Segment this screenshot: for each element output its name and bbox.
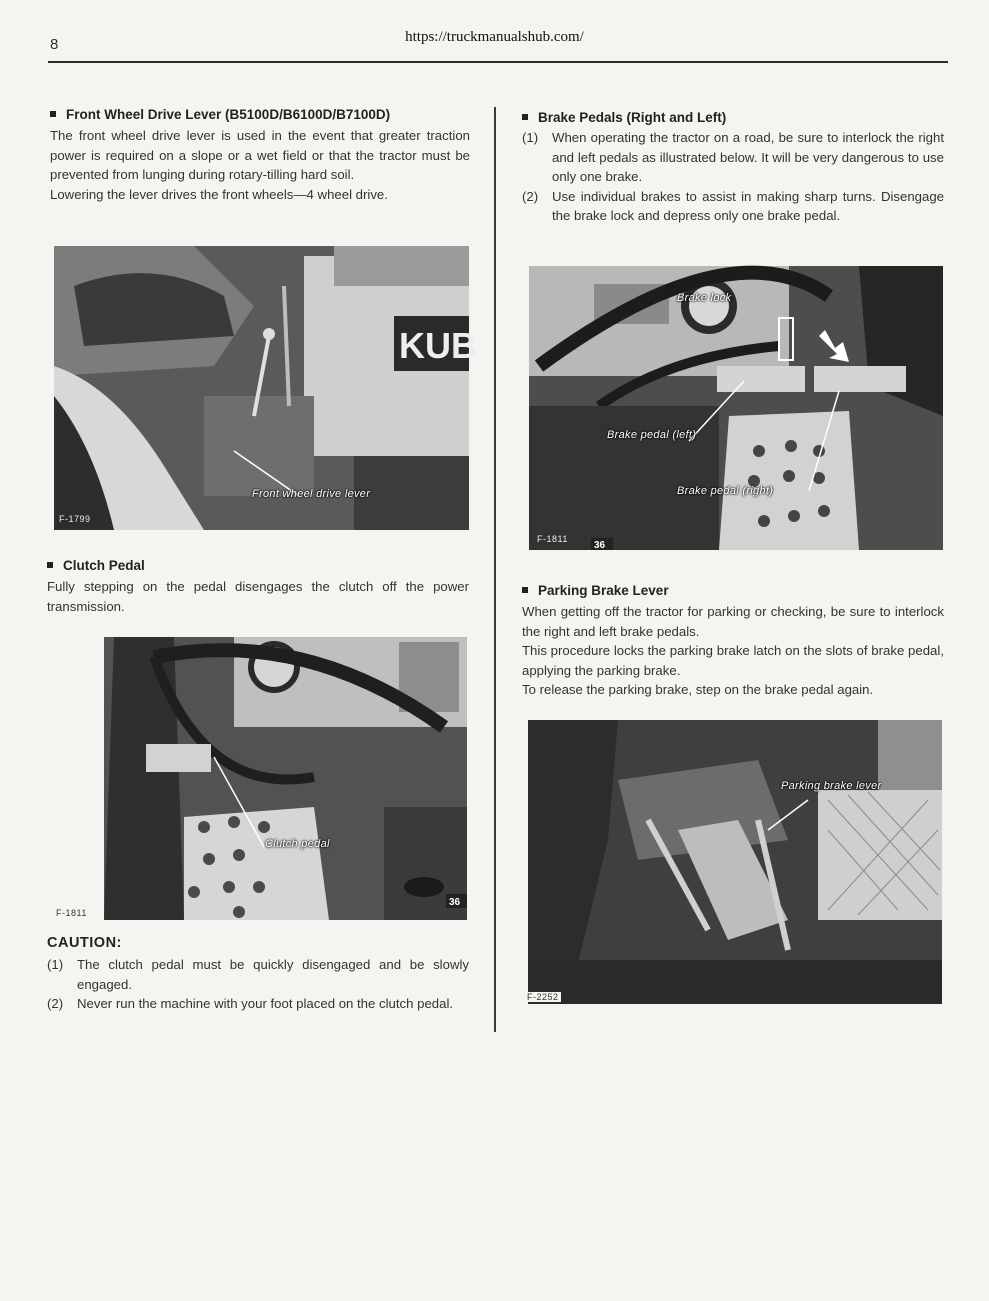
brake-item-2: (2) Use individual brakes to assist in making sharp turns. Disengage the brake lock and depress only one brake pedal.	[522, 188, 944, 224]
fwd-section	[50, 107, 470, 204]
brake-badge: 36	[594, 540, 606, 551]
brake-right-callout: Brake pedal (right)	[677, 485, 774, 497]
parking-photo-illustration	[528, 720, 942, 1004]
parking-section	[522, 583, 944, 700]
parking-lever-callout: Parking brake lever	[781, 780, 882, 792]
clutch-callout: Clutch pedal	[265, 838, 330, 850]
brake-lock-callout: Brake lock	[677, 292, 732, 304]
clutch-badge: 36	[449, 897, 461, 908]
parking-brake-photo	[528, 720, 942, 1004]
bullet-square-icon	[47, 562, 53, 568]
brake-pedals-photo	[529, 266, 943, 550]
clutch-fig-number: F-1811	[56, 908, 87, 918]
clutch-heading: Clutch Pedal	[47, 558, 469, 573]
brake-photo-illustration	[529, 266, 943, 550]
clutch-photo-illustration	[54, 637, 467, 920]
brake-heading: Brake Pedals (Right and Left)	[522, 110, 944, 125]
bullet-square-icon	[522, 114, 528, 120]
header-rule	[48, 61, 948, 63]
brand-text: KUB	[399, 325, 477, 366]
brake-section	[522, 110, 944, 226]
bullet-square-icon	[522, 587, 528, 593]
brake-fig-number: F-1811	[537, 534, 568, 544]
source-url[interactable]: https://truckmanualshub.com/	[405, 29, 584, 45]
fwd-fig-number: F-1799	[59, 514, 91, 524]
bullet-square-icon	[50, 111, 56, 117]
caution-item-2: (2) Never run the machine with your foot placed on the clutch pedal.	[47, 996, 454, 1012]
page-number: 8	[50, 36, 59, 53]
brake-item-1: (1) When operating the tractor on a road, be sure to interlock the right and left pedals as illustrated below. It will be very dangerous to use only one brake.	[522, 130, 944, 185]
caution-item-1: (1) The clutch pedal must be quickly disengaged and be slowly engaged.	[47, 957, 469, 992]
fwd-heading: Front Wheel Drive Lever (B5100D/B6100D/B7100D)	[50, 107, 470, 122]
clutch-body: Fully stepping on the pedal disengages the clutch off the power transmission.	[47, 579, 469, 614]
brake-left-callout: Brake pedal (left)	[607, 429, 697, 441]
fwd-body-2: Lowering the lever drives the front wheels—4 wheel drive.	[50, 186, 388, 202]
fwd-body: The front wheel drive lever is used in the event that greater traction power is required on a slope or a wet field or that the tractor must be prevented from lunging during rotary-tilling hard soil.	[50, 128, 470, 183]
clutch-section	[47, 558, 469, 616]
caution-heading: CAUTION:	[47, 935, 122, 951]
fwd-lever-callout: Front wheel drive lever	[252, 488, 371, 500]
fwd-lever-photo	[54, 246, 477, 530]
caution-section	[47, 935, 469, 1014]
parking-body-3: To release the parking brake, step on the brake pedal again.	[522, 682, 874, 698]
parking-fig-number: F-2252	[527, 992, 559, 1002]
parking-heading: Parking Brake Lever	[522, 583, 944, 598]
clutch-pedal-photo	[54, 637, 467, 920]
parking-body-2: This procedure locks the parking brake latch on the slots of brake pedal, applying the parking brake.	[522, 643, 944, 678]
column-divider	[494, 107, 496, 1032]
parking-body: When getting off the tractor for parking or checking, be sure to interlock the right and left brake pedals.	[522, 604, 944, 639]
